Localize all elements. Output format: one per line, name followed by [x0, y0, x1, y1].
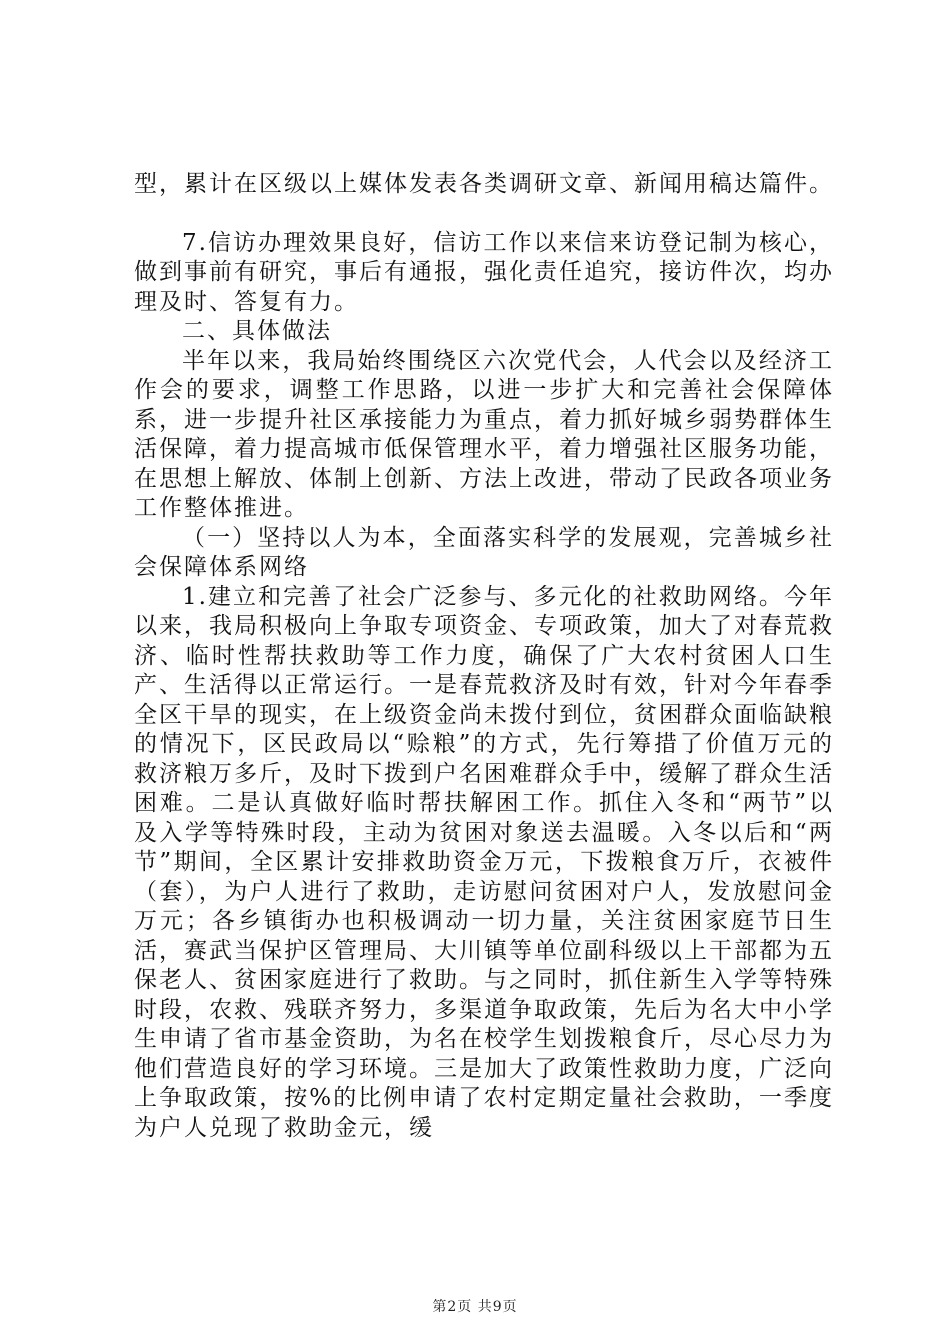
- paragraph-continuation: 型，累计在区级以上媒体发表各类调研文章、新闻用稿达篇件。: [134, 171, 834, 197]
- paragraph-item-1: 1.建立和完善了社会广泛参与、多元化的社救助网络。今年以来，我局积极向上争取专项资金、专项政策，加大了对春荒救济、临时性帮扶救助等工作力度，确保了广大农村贫困人口生产、生活得以正常运行。一是春荒救济及时有效，针对今年春季全区干旱的现实，在上级资金尚未拨付到位，贫困群众面临缺粮的情况下，区民政局以“赊粮”的方式，先行筹措了价值万元的救济粮万多斤，及时下拨到户名困难群众手中，缓解了群众生活困难。二是认真做好临时帮扶解困工作。抓住入冬和“两节”以及入学等特殊时段，主动为贫困对象送去温暖。入冬以后和“两节”期间，全区累计安排救助资金万元，下拨粮食万斤，衣被件（套），为户人进行了救助，走访慰问贫困对户人，发放慰问金万元；各乡镇街办也积极调动一切力量，关注贫困家庭节日生活，赛武当保护区管理局、大川镇等单位副科级以上干部都为五保老人、贫困家庭进行了救助。与之同时，抓住新生入学等特殊时段，农救、残联齐努力，多渠道争取政策，先后为名大中小学生申请了省市基金资助，为名在校学生划拨粮食斤，尽心尽力为他们营造良好的学习环境。三是加大了政策性救助力度，广泛向上争取政策，按%的比例申请了农村定期定量社会救助，一季度为户人兑现了救助金元，缓: [134, 583, 834, 1141]
- document-body: [134, 170, 834, 1143]
- paragraph-overview: 半年以来，我局始终围绕区六次党代会，人代会以及经济工作会的要求，调整工作思路，以进一步扩大和完善社会保障体系，进一步提升社区承接能力为重点，着力抓好城乡弱势群体生活保障，着力提高城市低保管理水平，着力增强社区服务功能，在思想上解放、体制上创新、方法上改进，带动了民政各项业务工作整体推进。: [134, 347, 834, 521]
- paragraph-item-7: 7.信访办理效果良好，信访工作以来信来访登记制为核心，做到事前有研究，事后有通报，强化责任追究，接访件次，均办理及时、答复有力。: [134, 229, 834, 315]
- subsection-heading: （一）坚持以人为本，全面落实科学的发展观，完善城乡社会保障体系网络: [134, 524, 834, 580]
- section-heading: 二、具体做法: [182, 318, 332, 344]
- page-number-footer: 第2页 共9页: [432, 1299, 518, 1315]
